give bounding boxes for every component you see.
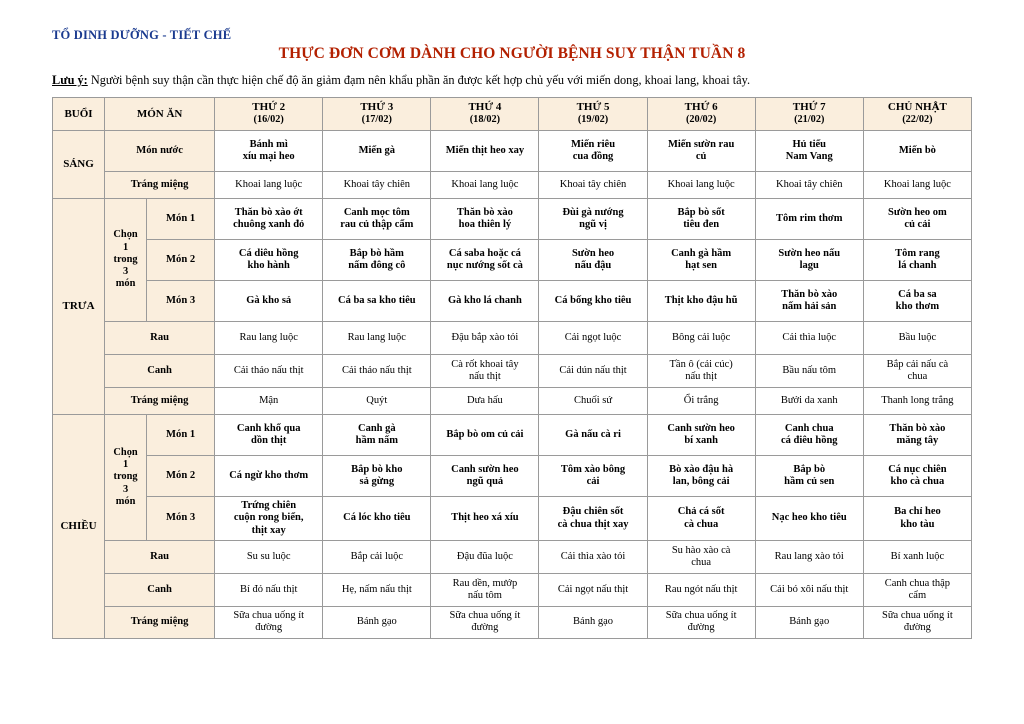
row-label: Món 3: [147, 496, 215, 540]
menu-cell: Thịt heo xá xíu: [431, 496, 539, 540]
menu-cell: Cá ba sa kho tiêu: [323, 280, 431, 321]
header-day-4: [539, 97, 647, 130]
menu-cell: Bắp bò hầm nấm đông cô: [323, 239, 431, 280]
menu-cell: Bắp cải luộc: [323, 541, 431, 574]
day-date: (17/02): [361, 114, 392, 126]
menu-cell: Thăn bò xào măng tây: [863, 414, 971, 455]
menu-cell: Đậu bắp xào tỏi: [431, 321, 539, 354]
menu-cell: Hẹ, nấm nấu thịt: [323, 574, 431, 607]
row-label: Món 2: [147, 455, 215, 496]
menu-cell: Bánh mì xíu mại heo: [215, 130, 323, 171]
menu-cell: Khoai tây chiên: [755, 171, 863, 198]
note-text: Người bệnh suy thận cần thực hiện chế độ ăn giảm đạm nên khẩu phần ăn được kết hợp chủ yếu với miến dong, khoai lang, khoai tây.: [87, 73, 751, 87]
menu-cell: Cải thảo nấu thịt: [323, 354, 431, 387]
menu-cell: Rau lang luộc: [323, 321, 431, 354]
menu-cell: Canh khổ qua dồn thịt: [215, 414, 323, 455]
menu-cell: Cá ngừ kho thơm: [215, 455, 323, 496]
row-label: Tráng miệng: [105, 171, 215, 198]
table-row: [53, 280, 972, 321]
menu-cell: Trứng chiên cuộn rong biển, thịt xay: [215, 496, 323, 540]
row-label: Món 1: [147, 198, 215, 239]
day-name: THỨ 6: [684, 101, 718, 114]
day-name: THỨ 3: [360, 101, 394, 114]
menu-cell: Cải thìa luộc: [755, 321, 863, 354]
menu-cell: Cải ngọt nấu thịt: [539, 574, 647, 607]
table-row: [53, 198, 972, 239]
menu-cell: Tần ô (cải cúc) nấu thịt: [647, 354, 755, 387]
menu-cell: Bí xanh luộc: [863, 541, 971, 574]
header-day-7: [863, 97, 971, 130]
menu-cell: Bắp cải nấu cà chua: [863, 354, 971, 387]
page-title: THỰC ĐƠN CƠM DÀNH CHO NGƯỜI BỆNH SUY THẬN TUẦN 8: [278, 45, 746, 62]
table-body: [53, 130, 972, 638]
menu-cell: Tôm rang lá chanh: [863, 239, 971, 280]
menu-cell: Bánh gạo: [755, 607, 863, 639]
menu-cell: Sườn heo nấu đậu: [539, 239, 647, 280]
row-label: Tráng miệng: [105, 607, 215, 639]
menu-cell: Cải bó xôi nấu thịt: [755, 574, 863, 607]
menu-cell: Bí đỏ nấu thịt: [215, 574, 323, 607]
day-name: CHỦ NHẬT: [887, 101, 947, 114]
menu-cell: Gà kho lá chanh: [431, 280, 539, 321]
menu-cell: Rau ngót nấu thịt: [647, 574, 755, 607]
menu-table: [52, 97, 972, 639]
menu-cell: Bầu nấu tôm: [755, 354, 863, 387]
day-name: THỨ 4: [468, 101, 502, 114]
menu-cell: Ba chỉ heo kho tàu: [863, 496, 971, 540]
row-label: Rau: [105, 321, 215, 354]
menu-cell: Miến bò: [863, 130, 971, 171]
table-row: [53, 455, 972, 496]
section-label-chiều: CHIỀU: [53, 414, 105, 638]
menu-cell: Cá saba hoặc cá nục nướng sốt cà: [431, 239, 539, 280]
day-date: (18/02): [469, 114, 501, 126]
menu-cell: Tôm rim thơm: [755, 198, 863, 239]
menu-cell: Đùi gà nướng ngũ vị: [539, 198, 647, 239]
menu-cell: Miến thịt heo xay: [431, 130, 539, 171]
menu-cell: Quýt: [323, 387, 431, 414]
menu-cell: Bông cải luộc: [647, 321, 755, 354]
menu-cell: Bánh gạo: [539, 607, 647, 639]
table-header: [53, 97, 972, 130]
menu-cell: Khoai tây chiên: [323, 171, 431, 198]
row-label: Tráng miệng: [105, 387, 215, 414]
menu-cell: Bầu luộc: [863, 321, 971, 354]
header-day-1: [215, 97, 323, 130]
menu-cell: Khoai lang luộc: [431, 171, 539, 198]
header-day-3: [431, 97, 539, 130]
table-row: [53, 387, 972, 414]
menu-cell: Cá diêu hồng kho hành: [215, 239, 323, 280]
table-row: [53, 541, 972, 574]
menu-cell: Chuối sứ: [539, 387, 647, 414]
section-label-trưa: TRƯA: [53, 198, 105, 414]
day-date: (20/02): [685, 114, 717, 126]
header-day-6: [755, 97, 863, 130]
menu-cell: Cải thảo nấu thịt: [215, 354, 323, 387]
menu-cell: Gà kho sả: [215, 280, 323, 321]
header-day-5: [647, 97, 755, 130]
menu-cell: Rau lang xào tỏi: [755, 541, 863, 574]
menu-cell: Cải thìa xào tỏi: [539, 541, 647, 574]
menu-cell: Bắp bò om củ cải: [431, 414, 539, 455]
menu-cell: Miến gà: [323, 130, 431, 171]
menu-cell: Sườn heo om củ cải: [863, 198, 971, 239]
table-row: [53, 354, 972, 387]
menu-cell: Hủ tiếu Nam Vang: [755, 130, 863, 171]
menu-cell: Cá bống kho tiêu: [539, 280, 647, 321]
row-label: Canh: [105, 574, 215, 607]
menu-cell: Sữa chua uống ít đường: [215, 607, 323, 639]
choose-group-label: Chọn 1 trong 3 món: [105, 198, 147, 321]
menu-cell: Cá lóc kho tiêu: [323, 496, 431, 540]
header-buoi: BUỔI: [53, 97, 105, 130]
menu-cell: Khoai lang luộc: [215, 171, 323, 198]
menu-cell: Canh mọc tôm rau củ thập cẩm: [323, 198, 431, 239]
department-heading: TỔ DINH DƯỠNG - TIẾT CHẾ: [52, 28, 232, 42]
menu-cell: Khoai tây chiên: [539, 171, 647, 198]
menu-cell: Canh gà hầm nấm: [323, 414, 431, 455]
menu-cell: Đậu chiên sốt cà chua thịt xay: [539, 496, 647, 540]
menu-cell: Canh gà hầm hạt sen: [647, 239, 755, 280]
menu-cell: Đậu đũa luộc: [431, 541, 539, 574]
row-label: Món 1: [147, 414, 215, 455]
header-day-2: [323, 97, 431, 130]
table-row: [53, 574, 972, 607]
menu-cell: Rau lang luộc: [215, 321, 323, 354]
menu-cell: Cá ba sa kho thơm: [863, 280, 971, 321]
note-line: [52, 73, 972, 89]
table-row: [53, 321, 972, 354]
menu-cell: Nạc heo kho tiêu: [755, 496, 863, 540]
menu-cell: Rau dền, mướp nấu tôm: [431, 574, 539, 607]
header-row: [53, 97, 972, 130]
table-row: [53, 171, 972, 198]
menu-cell: Ổi trắng: [647, 387, 755, 414]
menu-cell: Su hào xào cà chua: [647, 541, 755, 574]
menu-cell: Bắp bò hầm củ sen: [755, 455, 863, 496]
menu-cell: Cải dún nấu thịt: [539, 354, 647, 387]
menu-cell: Sữa chua uống ít đường: [647, 607, 755, 639]
table-row: [53, 239, 972, 280]
day-date: (22/02): [902, 114, 933, 126]
menu-cell: Canh sườn heo bí xanh: [647, 414, 755, 455]
menu-cell: Thịt kho đậu hũ: [647, 280, 755, 321]
menu-cell: Bánh gạo: [323, 607, 431, 639]
menu-cell: Canh chua thập cẩm: [863, 574, 971, 607]
menu-cell: Khoai lang luộc: [647, 171, 755, 198]
row-label: Món 3: [147, 280, 215, 321]
header-mon-an: MÓN ĂN: [105, 97, 215, 130]
menu-cell: Sườn heo nấu lagu: [755, 239, 863, 280]
menu-cell: Dưa hấu: [431, 387, 539, 414]
choose-group-label: Chọn 1 trong 3 món: [105, 414, 147, 540]
menu-cell: Sữa chua uống ít đường: [863, 607, 971, 639]
day-name: THỨ 2: [252, 101, 286, 114]
menu-cell: Sữa chua uống ít đường: [431, 607, 539, 639]
section-label-sáng: SÁNG: [53, 130, 105, 198]
menu-cell: Tôm xào bông cải: [539, 455, 647, 496]
table-row: [53, 414, 972, 455]
menu-cell: Thăn bò xào hoa thiên lý: [431, 198, 539, 239]
row-label: Món 2: [147, 239, 215, 280]
menu-cell: Chả cá sốt cà chua: [647, 496, 755, 540]
row-label: Canh: [105, 354, 215, 387]
menu-cell: Thăn bò xào nấm hải sản: [755, 280, 863, 321]
menu-cell: Bò xào đậu hà lan, bông cải: [647, 455, 755, 496]
menu-cell: Su su luộc: [215, 541, 323, 574]
menu-cell: Bưởi da xanh: [755, 387, 863, 414]
table-row: [53, 496, 972, 540]
menu-cell: Canh chua cá điêu hồng: [755, 414, 863, 455]
table-row: [53, 130, 972, 171]
row-label: Món nước: [105, 130, 215, 171]
day-date: (16/02): [253, 114, 284, 126]
menu-cell: Miến sườn rau củ: [647, 130, 755, 171]
menu-cell: Cà rốt khoai tây nấu thịt: [431, 354, 539, 387]
menu-cell: Cá nục chiên kho cà chua: [863, 455, 971, 496]
row-label: Rau: [105, 541, 215, 574]
menu-cell: Mận: [215, 387, 323, 414]
table-row: [53, 607, 972, 639]
menu-cell: Khoai lang luộc: [863, 171, 971, 198]
menu-cell: Thăn bò xào ớt chuông xanh đỏ: [215, 198, 323, 239]
menu-cell: Cải ngọt luộc: [539, 321, 647, 354]
day-name: THỨ 7: [792, 101, 826, 114]
note-label: Lưu ý:: [52, 73, 88, 87]
menu-cell: Bắp bò sốt tiêu đen: [647, 198, 755, 239]
menu-cell: Gà nấu cà ri: [539, 414, 647, 455]
day-name: THỨ 5: [576, 101, 610, 114]
day-date: (19/02): [577, 114, 609, 126]
day-date: (21/02): [794, 114, 825, 126]
menu-cell: Canh sườn heo ngũ quả: [431, 455, 539, 496]
menu-cell: Thanh long trắng: [863, 387, 971, 414]
menu-cell: Bắp bò kho sả gừng: [323, 455, 431, 496]
menu-cell: Miến riêu cua đồng: [539, 130, 647, 171]
